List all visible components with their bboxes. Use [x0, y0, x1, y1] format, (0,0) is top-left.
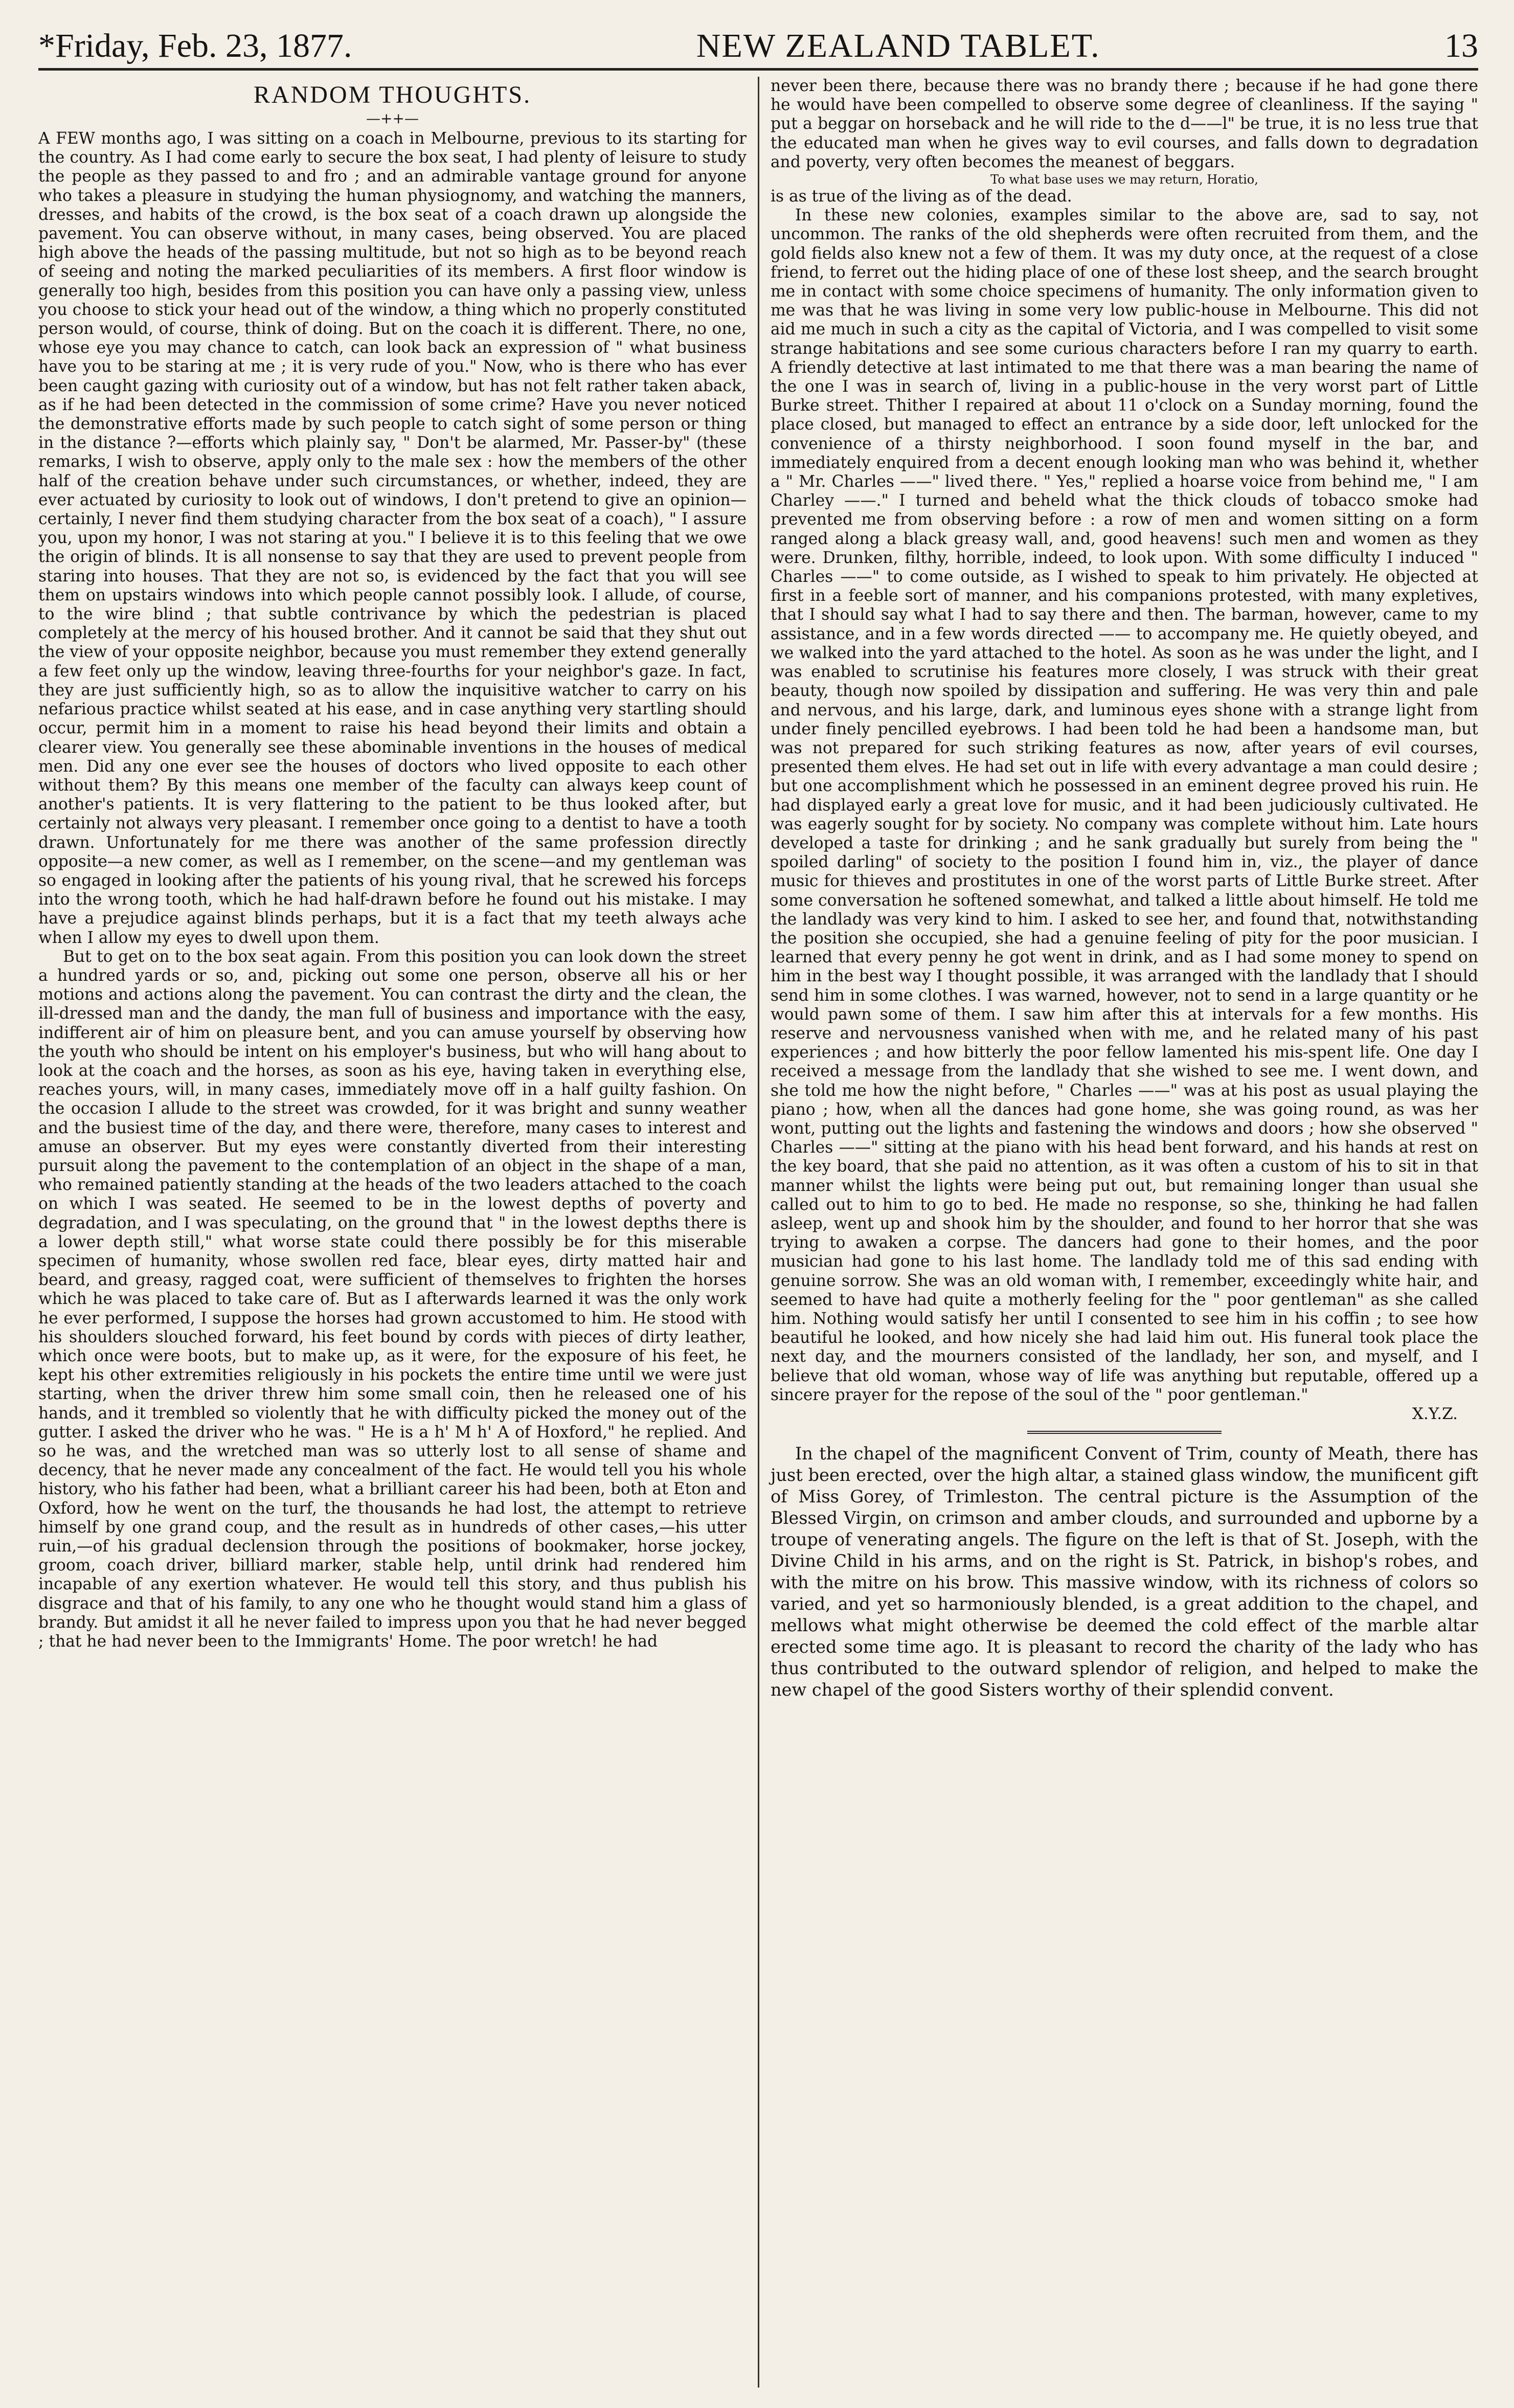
chapel-news-item: [771, 1443, 1478, 1701]
page-header: [38, 5, 1478, 71]
right-column: [759, 77, 1478, 2388]
issue-date: *Friday, Feb. 23, 1877.: [38, 27, 352, 64]
page-number: 13: [1444, 27, 1478, 64]
masthead-title: NEW ZEALAND TABLET.: [696, 27, 1100, 64]
columns: [38, 77, 1478, 2388]
article-paragraph: is as true of the living as of the dead.: [771, 187, 1072, 206]
left-column: [38, 77, 759, 2388]
chapel-paragraph: In the chapel of the magnificent Convent of Trim, county of Meath, there has just been erected, over the high altar, a stained glass window, the munificent gift of Miss Gorey, of Trimleston. The central picture is the Assumption of the Blessed Virgin, on crimson and amber clouds, and surrounded and upborne by a troupe of venerating angels. The figure on the left is that of St. Joseph, with the Divine Child in his arms, and on the right is St. Patrick, in bishop's robes, and with the mitre on his brow. This massive window, with its richness of colors so varied, and yet so harmoniously blended, is a great addition to the chapel, and mellows what might otherwise be deemed the cold effect of the marble altar erected some time ago. It is pleasant to record the charity of the lady who has thus contributed to the outward splendor of religion, and helped to make the new chapel of the good Sisters worthy of their splendid convent.: [771, 1444, 1478, 1700]
article-paragraph: A FEW months ago, I was sitting on a coach in Melbourne, previous to its starting for the country. As I had come early to secure the box seat, I had plenty of leisure to study the people as they passed to and fro ; and an admirable vantage ground for anyone who takes a pleasure in studying the human physiognomy, and watching the manners, dresses, and habits of the crowd, is the box seat of a coach drawn up alongside the pavement. You can observe without, in many cases, being observed. You are placed high above the heads of the passing multitude, but not so high as to be beyond reach of seeing and noting the marked peculiarities of its members. A first floor window is generally too high, besides from this position you can have only a passing view, unless you choose to stick your head out of the window, a thing which no properly constituted person would, of course, think of doing. But on the coach it is different. There, no one, whose eye you may chance to catch, can look back an expression of " what business have you to be staring at me ; it is very rude of you." Now, who is there who has ever been caught gazing with curiosity out of a window, but has not felt rather taken aback, as if he had been detected in the commission of some crime? Have you never noticed the demonstrative efforts made by such people to catch sight of some person or thing in the distance ?—efforts which plainly say, " Don't be alarmed, Mr. Passer-by" (these remarks, I wish to observe, apply only to the male sex : how the members of the other half of the creation behave under such circumstances, or whether, indeed, they are ever actuated by curiosity to look out of windows, I don't pretend to give an opinion—certainly, I never find them studying character from the box seat of a coach), " I assure you, upon my honor, I was not staring at you." I believe it is to this feeling that we owe the origin of blinds. It is all nonsense to say that they are used to prevent people from staring into houses. That they are not so, is evidenced by the fact that you will see them on upstairs windows into which people cannot possibly look. I allude, of course, to the wire blind ; that subtle contrivance by which the pedestrian is placed completely at the mercy of his housed brother. And it cannot be said that they shut out the view of your opposite neighbor, because you must remember they extend generally a few feet only up the window, leaving three-fourths for your neighbor's gaze. In fact, they are just sufficiently high, so as to allow the inquisitive watcher to carry on his nefarious practice whilst seated at his ease, and in case anything very startling should occur, permit him in a moment to raise his head beyond their limits and obtain a clearer view. You generally see these abominable inventions in the houses of medical men. Did any one ever see the houses of doctors who lived opposite to each other without them? By this means one member of the faculty can always keep count of another's patients. It is very flattering to the patient to be thus looked after, but certainly not always very pleasant. I remember once going to a dentist to have a tooth drawn. Unfortunately for me there was another of the same profession directly opposite—a new comer, as well as I remember, on the scene—and my gentleman was so engaged in looking after the patients of his young rival, that he screwed his forceps into the wrong tooth, which he had half-drawn before he found out his mistake. I may have a prejudice against blinds perhaps, but it is a fact that my teeth always ache when I allow my eyes to dwell upon them.: [38, 129, 747, 947]
title-ornament: —++—: [366, 110, 419, 127]
article-paragraph: But to get on to the box seat again. From this position you can look down the street a hundred yards or so, and, picking out some one person, observe all his or her motions and actions along the pavement. You can contrast the dirty and the clean, the ill-dressed man and the dandy, the man full of business and importance with the easy, indifferent air of him on pleasure bent, and you can amuse yourself by observing how the youth who should be intent on his employer's business, but who will hang about to look at the coach and the horses, as soon as his eye, having taken in everything else, reaches yours, will, in many cases, immediately move off in a half guilty fashion. On the occasion I allude to the street was crowded, for it was bright and sunny weather and the busiest time of the day, and there were, therefore, many cases to interest and amuse an observer. But my eyes were constantly diverted from their interesting pursuit along the pavement to the contemplation of an object in the shape of a man, who remained patiently standing at the heads of the two leaders attached to the coach on which I was seated. He seemed to be in the lowest depths of poverty and degradation, and I was speculating, on the ground that " in the lowest depths there is a lower depth still," what worse state could there possibly be for this miserable specimen of humanity, whose swollen red face, blear eyes, dirty matted hair and beard, and greasy, ragged coat, were sufficient of themselves to frighten the horses which he was placed to take care of. But as I afterwards learned it was the only work he ever performed, I suppose the horses had grown accustomed to him. He stood with his shoulders slouched forward, his feet bound by cords with pieces of dirty leather, which once were boots, but to make up, as it were, for the exposure of his feet, he kept his other extremities religiously in his pockets the entire time until we were just starting, when the driver threw him some small coin, then he released one of his hands, and it trembled so violently that he with difficulty picked the money out of the gutter. I asked the driver who he was. " He is a h' M h' A of Hoxford," he replied. And so he was, and the wretched man was so utterly lost to all sense of shame and decency, that he never made any concealment of the fact. He would tell you his whole history, who his father had been, what a brilliant career his had been, both at Eton and Oxford, how he went on the turf, the thousands he had lost, the attempt to retrieve himself by one grand coup, and the result as in hundreds of other cases,—his utter ruin,—of his gradual declension through the positions of bookmaker, horse jockey, groom, coach driver, billiard marker, stable help, until drink had rendered him incapable of any exertion whatever. He would tell this story, and thus publish his disgrace and that of his family, to any one who he thought would stand him a glass of brandy. But amidst it all he never failed to impress upon you that he had never begged ; that he had never been to the Immigrants' Home. The poor wretch! he had: [38, 947, 747, 1651]
section-divider: [1027, 1431, 1222, 1434]
article-signature: X.Y.Z.: [1412, 1405, 1458, 1424]
quotation: To what base uses we may return, Horatio,: [990, 172, 1258, 187]
article-paragraph: In these new colonies, examples similar to the above are, sad to say, not uncommon. The ranks of the old shepherds were often recruited from them, and the gold fields also knew not a few of them. It was my duty once, at the request of a close friend, to ferret out the hiding place of one of these lost sheep, and the search brought me in contact with some choice specimens of humanity. The only information given to me was that he was living in some very low public-house in Melbourne. This did not aid me much in such a city as the capital of Victoria, and I was compelled to visit some strange habitations and see some curious characters before I ran my quarry to earth. A friendly detective at last intimated to me that there was a man bearing the name of the one I was in search of, living in a public-house in the very worst part of Little Burke street. Thither I repaired at about 11 o'clock on a Sunday morning, found the place closed, but managed to effect an entrance by a side door, left unlocked for the convenience of a thirsty neighborhood. I soon found myself in the bar, and immediately enquired from a decent enough looking man who was behind it, whether a " Mr. Charles ——" lived there. " Yes," replied a hoarse voice from behind me, " I am Charley ——." I turned and beheld what the thick clouds of tobacco smoke had prevented me from observing before : a row of men and women sitting on a form ranged along a black greasy wall, and, good heavens! such men and women as they were. Drunken, filthy, horrible, indeed, to look upon. With some difficulty I induced " Charles ——" to come outside, as I wished to speak to him privately. He objected at first in a feeble sort of manner, and his companions protested, with many expletives, that I should say what I had to say there and then. The barman, however, came to my assistance, and in a few words directed —— to accompany me. He quietly obeyed, and we walked into the yard attached to the hotel. As soon as he was under the light, and I was enabled to scrutinise his features more closely, I was struck with their great beauty, though now spoiled by dissipation and suffering. He was very thin and pale and nervous, and his large, dark, and luminous eyes shone with a strange light from under finely pencilled eyebrows. I had been told he had been a handsome man, but was not prepared for such striking features as now, after years of evil courses, presented them elves. He had set out in life with every advantage a man could desire ; but one accomplishment which he possessed in an eminent degree proved his ruin. He had displayed early a great love for music, and it had been judiciously cultivated. He was eagerly sought for by society. No company was complete without him. Late hours developed a taste for drinking ; and he sank gradually but surely from being the " spoiled darling" of society to the position I found him in, viz., the player of dance music for thieves and prostitutes in one of the worst parts of Little Burke street. After some conversation he softened somewhat, and talked a little about himself. He told me the landlady was very kind to him. I asked to see her, and found that, notwithstanding the position she occupied, she had a genuine feeling of pity for the poor musician. I learned that every penny he got went in drink, and as I had some money to spend on him in the best way I thought possible, it was arranged with the landlady that I should send him in some clothes. I was warned, however, not to send in a large quantity or he would pawn some of them. I saw him after this at intervals for a few months. His reserve and nervousness vanished when with me, and he related many of his past experiences ; and how bitterly the poor fellow lamented his mis-spent life. One day I received a message from the landlady that she wished to see me. I went down, and she told me how the night before, " Charles ——" was at his post as usual playing the piano ; how, when all the dances had gone home, she was going round, as was her wont, putting out the lights and fastening the windows and doors ; how she observed " Charles ——" sitting at the piano with his head bent forward, and his hands at rest on the key board, that she paid no attention, as it was often a custom of his to sit in that manner whilst the lights were being put out, but remaining longer than usual she called out to him to go to bed. He made no response, so she, thinking he had fallen asleep, went up and shook him by the shoulder, and found to her horror that she was trying to awaken a corpse. The dancers had gone to their homes, and the poor musician had gone to his last home. The landlady told me of this sad ending with genuine sorrow. She was an old woman with, I remember, exceedingly white hair, and seemed to have had quite a motherly feeling for the " poor gentleman" as she called him. Nothing would satisfy her until I consented to see him in his coffin ; to see how beautiful he looked, and how nicely she had laid him out. His funeral took place the next day, and the mourners consisted of the landlady, her son, and myself, and I believe that old woman, whose way of life was anything but reputable, offered up a sincere prayer for the repose of the soul of the " poor gentleman.": [771, 206, 1478, 1404]
article-title: RANDOM THOUGHTS.: [253, 81, 532, 108]
article-paragraph: never been there, because there was no brandy there ; because if he had gone there he would have been compelled to observe some degree of cleanliness. If the saying " put a beggar on horseback and he will ride to the d——l" be true, it is no less true that the educated man when he gives way to evil courses, and falls down to degradation and poverty, very often becomes the meanest of beggars.: [771, 77, 1478, 171]
